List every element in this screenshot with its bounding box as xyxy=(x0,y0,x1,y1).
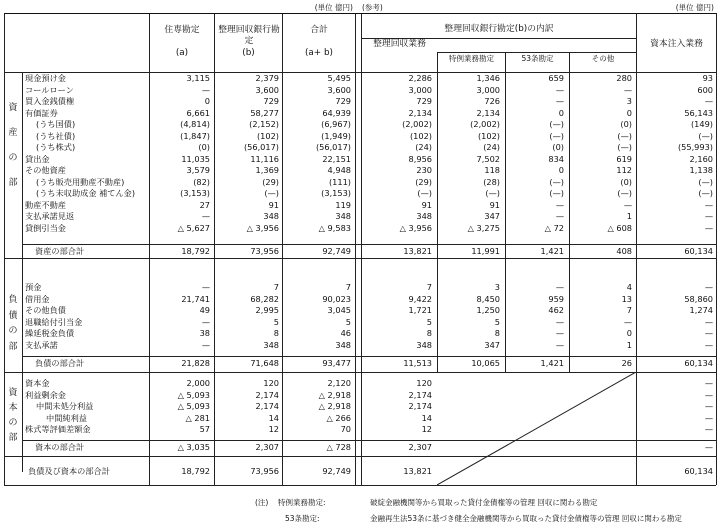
liabilities-cell-cap: 58,860 xyxy=(684,293,713,304)
liabilities-cell-a: 49 xyxy=(199,305,210,315)
assets-cell-tokurei: 726 xyxy=(484,96,500,106)
liabilities-row-label: 支払承諾 xyxy=(25,339,58,350)
side-label-liab-4: 部 xyxy=(8,342,18,352)
assets-cell-other: 619 xyxy=(616,153,632,164)
assets-cell-art53: — xyxy=(555,199,564,210)
not-applicable-diagonal xyxy=(437,372,636,485)
liabilities-cell-other: 7 xyxy=(626,305,632,315)
assets-cell-cap: 1,138 xyxy=(689,165,713,175)
assets-row-label: 買入金銭債権 xyxy=(25,96,75,106)
liabilities-cell-seiri: 8 xyxy=(426,328,432,338)
liabilities-cell-art53: — xyxy=(555,339,564,350)
liabilities-cell-cap: — xyxy=(704,316,713,327)
liabilities-row-label: 退職給付引当金 xyxy=(25,316,83,327)
liabilities-cell-other: — xyxy=(623,316,632,327)
capital-cell-a: 57 xyxy=(199,424,210,434)
assets-cell-art53: (—) xyxy=(549,188,564,198)
side-label-liab-1: 負 xyxy=(8,295,18,305)
liabilities-cell-tokurei: 5 xyxy=(494,316,500,327)
liabilities-cell-total: 7 xyxy=(345,282,351,292)
capital-cell-total: 70 xyxy=(340,424,351,434)
capital_total-cell-seiri: 2,307 xyxy=(408,442,432,452)
assets-cell-b: 58,277 xyxy=(250,107,279,118)
assets-cell-a: 3,579 xyxy=(186,165,210,175)
capital-row-label: 中間純利益 xyxy=(46,412,87,423)
assets-cell-tokurei: 1,346 xyxy=(476,73,500,83)
side-label-assets-4: 部 xyxy=(8,178,18,188)
assets-cell-tokurei: (2,002) xyxy=(470,119,500,129)
assets-cell-a: (1,847) xyxy=(180,130,210,141)
col-other-title: その他 xyxy=(591,54,615,63)
col-total-sub: (a+ b) xyxy=(304,48,333,58)
liabilities-cell-b: 348 xyxy=(263,339,279,350)
assets-cell-tokurei: (28) xyxy=(483,176,500,187)
liabilities-row-label: 借用金 xyxy=(25,293,50,304)
liabilities-cell-a: — xyxy=(201,282,210,292)
capital-cell-cap: — xyxy=(704,401,713,411)
assets-cell-cap: (149) xyxy=(690,119,713,129)
capital-row-label: 株式等評価差額金 xyxy=(25,424,91,434)
assets-row-label: (うち株式) xyxy=(36,142,76,152)
liabilities_total-cell-art53: 1,421 xyxy=(540,358,564,368)
assets-cell-b: 729 xyxy=(263,96,279,106)
liabilities-cell-art53: — xyxy=(555,282,564,292)
capital-cell-seiri: 2,174 xyxy=(408,389,432,400)
grand-total-cell-b: 73,956 xyxy=(250,466,279,476)
assets-cell-seiri: (24) xyxy=(415,142,432,152)
assets-cell-art53: — xyxy=(555,211,564,221)
col-tokurei-title: 特例業務勘定 xyxy=(449,54,494,63)
assets-cell-seiri: (29) xyxy=(415,176,432,187)
assets-cell-a: (4,814) xyxy=(180,119,210,129)
liabilities_total-cell-seiri: 11,513 xyxy=(403,358,432,368)
assets-cell-cap: (—) xyxy=(698,188,713,198)
assets-cell-a: (82) xyxy=(193,176,210,187)
assets-cell-a: — xyxy=(201,84,210,95)
assets-cell-other: (0) xyxy=(620,119,632,129)
side-label-liab-2: 債 xyxy=(8,311,18,321)
liabilities-cell-seiri: 5 xyxy=(426,316,432,327)
assets-cell-tokurei: 2,134 xyxy=(476,107,500,118)
liabilities-cell-cap: — xyxy=(704,339,713,350)
assets-cell-art53: 834 xyxy=(548,153,564,164)
assets-cell-other: 112 xyxy=(616,165,632,175)
assets-cell-other: (0) xyxy=(620,176,632,187)
liabilities-cell-seiri: 1,721 xyxy=(408,305,432,315)
capital-cell-total: △ 266 xyxy=(326,412,351,423)
liabilities-cell-b: 8 xyxy=(273,328,279,338)
assets-cell-total: 22,151 xyxy=(322,153,351,164)
liabilities-cell-a: — xyxy=(201,339,210,350)
assets-cell-a: (0) xyxy=(198,142,210,152)
assets-row-label: (うち未収助成金 補てん金) xyxy=(36,188,136,198)
assets-cell-a: — xyxy=(201,211,210,221)
liabilities-row-label: その他負債 xyxy=(25,305,66,315)
assets-cell-other: 0 xyxy=(626,107,632,118)
assets-cell-total: (56,017) xyxy=(315,142,351,152)
assets-cell-seiri: (2,002) xyxy=(402,119,432,129)
liabilities-cell-art53: 959 xyxy=(548,293,564,304)
assets-cell-cap: — xyxy=(704,222,713,233)
capital-cell-seiri: 2,174 xyxy=(408,401,432,411)
assets-cell-art53: (0) xyxy=(552,142,564,152)
assets-cell-cap: 93 xyxy=(702,73,713,83)
assets-cell-seiri: 8,956 xyxy=(408,153,432,164)
assets-cell-b: (2,152) xyxy=(249,119,279,129)
liabilities-cell-a: 21,741 xyxy=(181,293,210,304)
liabilities-cell-a: 38 xyxy=(199,328,210,338)
liabilities-row-label: 預金 xyxy=(25,282,42,292)
liabilities-cell-b: 2,995 xyxy=(255,305,279,315)
reference-label: (参考) xyxy=(362,3,383,12)
liabilities_total-cell-tokurei: 10,065 xyxy=(471,358,500,368)
liabilities-cell-total: 46 xyxy=(340,328,351,338)
liabilities-cell-other: 0 xyxy=(626,328,632,338)
side-label-assets-2: 産 xyxy=(8,128,18,138)
assets-row-label: (うち販売用動産不動産) xyxy=(36,176,125,187)
liabilities_total-cell-other: 26 xyxy=(621,358,632,368)
liabilities-cell-art53: — xyxy=(555,328,564,338)
assets-cell-other: 1 xyxy=(626,211,632,221)
assets-cell-tokurei: 3,000 xyxy=(476,84,500,95)
assets_total-cell-seiri: 13,821 xyxy=(403,246,432,256)
assets-cell-b: 2,379 xyxy=(255,73,279,83)
capital-cell-seiri: 120 xyxy=(416,378,432,388)
assets-cell-cap: (—) xyxy=(698,130,713,141)
liabilities-cell-total: 348 xyxy=(335,339,351,350)
capital_total-label: 資本の部合計 xyxy=(35,442,85,452)
assets-row-label: 動産不動産 xyxy=(25,199,66,210)
assets-cell-total: △ 9,583 xyxy=(318,222,351,233)
assets-cell-art53: (—) xyxy=(549,119,564,129)
assets-cell-art53: — xyxy=(555,84,564,95)
capital-cell-total: △ 2,918 xyxy=(318,401,351,411)
liabilities-total-top-line xyxy=(22,356,716,357)
liabilities_total-cell-cap: 60,134 xyxy=(684,358,713,368)
assets-cell-tokurei: 118 xyxy=(484,165,500,175)
side-label-assets-3: の xyxy=(8,153,18,163)
note-marker: (注) xyxy=(255,498,269,507)
assets_total-label: 資産の部合計 xyxy=(35,246,85,256)
liabilities-cell-cap: — xyxy=(704,328,713,338)
assets-cell-total: (3,153) xyxy=(321,188,351,198)
liabilities-cell-other: 4 xyxy=(626,282,632,292)
note-1-label: 特例業務勘定: xyxy=(278,498,326,507)
assets-total-bottom-line xyxy=(4,258,716,259)
assets-cell-other: (—) xyxy=(617,130,632,141)
assets-cell-b: 1,369 xyxy=(255,165,279,175)
assets-cell-total: 119 xyxy=(335,199,351,210)
capital-cell-a: 2,000 xyxy=(186,378,210,388)
assets-cell-cap: (—) xyxy=(698,176,713,187)
assets-total-top-line xyxy=(22,244,716,245)
grand-total-cell-seiri: 13,821 xyxy=(403,466,432,476)
grand-total-cell-total: 92,749 xyxy=(322,466,351,476)
assets-cell-b: 348 xyxy=(263,211,279,221)
assets-cell-other: (—) xyxy=(617,142,632,152)
assets-cell-b: 3,600 xyxy=(255,84,279,95)
assets-cell-seiri: (—) xyxy=(417,188,432,198)
assets-row-label: 貸倒引当金 xyxy=(25,222,66,233)
liabilities-cell-total: 90,023 xyxy=(322,293,351,304)
assets_total-cell-a: 18,792 xyxy=(181,246,210,256)
assets-cell-art53: 0 xyxy=(558,165,564,175)
assets-row-label: その他資産 xyxy=(25,165,66,175)
col-b-sub: (b) xyxy=(242,48,255,58)
capital-cell-b: 120 xyxy=(263,378,279,388)
assets_total-cell-cap: 60,134 xyxy=(684,246,713,256)
capital-cell-b: 2,174 xyxy=(255,389,279,400)
grand-total-label: 負債及び資本の部合計 xyxy=(28,466,110,476)
capital-cell-cap: — xyxy=(704,412,713,423)
assets-cell-art53: — xyxy=(555,96,564,106)
col-art53-title: 53条勘定 xyxy=(521,54,554,63)
side-label-cap-4: 部 xyxy=(8,433,18,443)
assets-cell-other: 3 xyxy=(626,96,632,106)
assets-cell-a: 6,661 xyxy=(186,107,210,118)
assets-cell-art53: (—) xyxy=(549,130,564,141)
assets-cell-b: 11,116 xyxy=(250,153,279,164)
col-cap-title: 資本注入業務 xyxy=(650,39,703,49)
assets-cell-total: 729 xyxy=(335,96,351,106)
side-label-cap-3: の xyxy=(8,418,18,428)
liabilities-cell-b: 7 xyxy=(273,282,279,292)
assets-cell-cap: — xyxy=(704,211,713,221)
col-a-title: 住専勘定 xyxy=(164,25,200,35)
side-label-divider xyxy=(22,72,23,472)
side-label-cap-1: 資 xyxy=(8,388,18,398)
liabilities-cell-art53: — xyxy=(555,316,564,327)
assets_total-cell-other: 408 xyxy=(616,246,632,256)
liabilities-cell-art53: 462 xyxy=(548,305,564,315)
capital-row-label: 中間未処分利益 xyxy=(36,401,94,411)
capital_total-cell-b: 2,307 xyxy=(255,442,279,452)
assets-cell-seiri: 3,000 xyxy=(408,84,432,95)
liabilities-cell-b: 68,282 xyxy=(250,293,279,304)
assets-row-label: 現金預け金 xyxy=(25,73,66,83)
assets-cell-cap: 2,160 xyxy=(689,153,713,164)
liabilities-cell-tokurei: 8,450 xyxy=(476,293,500,304)
capital-cell-total: 2,120 xyxy=(327,378,351,388)
assets-cell-seiri: 729 xyxy=(416,96,432,106)
assets-cell-art53: 659 xyxy=(548,73,564,83)
col-a-sub: (a) xyxy=(175,48,189,58)
assets-cell-seiri: 2,134 xyxy=(408,107,432,118)
assets-cell-art53: 0 xyxy=(558,107,564,118)
assets-cell-tokurei: (—) xyxy=(485,188,500,198)
capital-cell-a: △ 281 xyxy=(185,412,210,423)
assets-cell-seiri: 348 xyxy=(416,211,432,221)
liabilities-cell-cap: — xyxy=(704,282,713,292)
assets-cell-a: (3,153) xyxy=(180,188,210,198)
table-bottom-border xyxy=(4,485,716,486)
assets-cell-seiri: 91 xyxy=(421,199,432,210)
table-top-border xyxy=(4,13,716,14)
liabilities-cell-other: 13 xyxy=(621,293,632,304)
assets-cell-total: (111) xyxy=(328,176,351,187)
assets-cell-cap: 600 xyxy=(697,84,713,95)
assets-cell-other: — xyxy=(623,84,632,95)
liabilities-cell-a: — xyxy=(201,316,210,327)
assets-row-label: (うち社債) xyxy=(36,130,76,141)
assets-cell-tokurei: 91 xyxy=(489,199,500,210)
capital-cell-a: △ 5,093 xyxy=(177,389,210,400)
capital-cell-seiri: 14 xyxy=(421,412,432,423)
assets-cell-total: (6,967) xyxy=(321,119,351,129)
assets-cell-tokurei: △ 3,275 xyxy=(467,222,500,233)
assets-cell-b: (—) xyxy=(264,188,279,198)
side-label-assets-1: 資 xyxy=(8,103,18,113)
capital-row-label: 利益剰余金 xyxy=(25,389,66,400)
assets-cell-art53: △ 72 xyxy=(544,222,564,233)
grand-total-cell-a: 18,792 xyxy=(181,466,210,476)
assets-row-label: 貸出金 xyxy=(25,153,50,164)
assets-cell-art53: (—) xyxy=(549,176,564,187)
capital-cell-a: △ 5,093 xyxy=(177,401,210,411)
breakdown-title: 整理回収銀行勘定(b)の内訳 xyxy=(444,24,554,34)
assets-cell-cap: 56,143 xyxy=(684,107,713,118)
capital-cell-total: △ 2,918 xyxy=(318,389,351,400)
assets-cell-total: 348 xyxy=(335,211,351,221)
liabilities-cell-total: 3,045 xyxy=(327,305,351,315)
assets-cell-total: 5,495 xyxy=(327,73,351,83)
capital-cell-b: 12 xyxy=(268,424,279,434)
assets-cell-total: (1,949) xyxy=(321,130,351,141)
assets-cell-a: 11,035 xyxy=(181,153,210,164)
col-b-title: 整理回収銀行勘定 xyxy=(218,25,280,46)
liabilities_total-cell-total: 93,477 xyxy=(322,358,351,368)
liabilities-cell-tokurei: 3 xyxy=(494,282,500,292)
liabilities-cell-tokurei: 8 xyxy=(494,328,500,338)
assets-cell-seiri: 2,286 xyxy=(408,73,432,83)
liabilities_total-cell-b: 71,648 xyxy=(250,358,279,368)
assets-cell-other: △ 608 xyxy=(607,222,632,233)
assets-cell-other: (—) xyxy=(617,188,632,198)
assets_total-cell-total: 92,749 xyxy=(322,246,351,256)
col-seiri-title: 整理回収業務 xyxy=(373,39,426,49)
liabilities-cell-other: 1 xyxy=(626,339,632,350)
assets-cell-b: (102) xyxy=(256,130,279,141)
liabilities-cell-b: 5 xyxy=(273,316,279,327)
assets-row-label: 有価証券 xyxy=(25,107,58,118)
assets-cell-tokurei: 347 xyxy=(484,211,500,221)
table-border-left xyxy=(4,13,5,485)
capital-cell-b: 14 xyxy=(268,412,279,423)
liabilities-cell-cap: 1,274 xyxy=(689,305,713,315)
capital_total-cell-a: △ 3,035 xyxy=(177,442,210,452)
assets-cell-a: 0 xyxy=(204,96,210,106)
assets-row-label: 支払承諾見返 xyxy=(25,211,75,221)
capital-cell-seiri: 12 xyxy=(421,424,432,434)
assets-cell-b: 91 xyxy=(268,199,279,210)
side-label-liab-3: の xyxy=(8,326,18,336)
assets-cell-tokurei: 7,502 xyxy=(476,153,500,164)
assets-cell-cap: (55,993) xyxy=(677,142,713,152)
assets-cell-seiri: (102) xyxy=(409,130,432,141)
capital-cell-b: 2,174 xyxy=(255,401,279,411)
capital-cell-cap: — xyxy=(704,389,713,400)
liabilities-cell-seiri: 348 xyxy=(416,339,432,350)
liabilities_total-cell-a: 21,828 xyxy=(181,358,210,368)
assets-cell-total: 64,939 xyxy=(322,107,351,118)
liabilities-cell-seiri: 7 xyxy=(426,282,432,292)
assets_total-cell-art53: 1,421 xyxy=(540,246,564,256)
assets-cell-cap: — xyxy=(704,96,713,106)
capital_total-cell-total: △ 728 xyxy=(326,442,351,452)
liabilities-cell-tokurei: 1,250 xyxy=(476,305,500,315)
col-total-title: 合計 xyxy=(310,25,328,35)
liabilities-cell-seiri: 9,422 xyxy=(408,293,432,304)
grand-total-cell-cap: 60,134 xyxy=(684,466,713,476)
liabilities-row-label: 繰延税金負債 xyxy=(25,328,75,338)
assets-row-label: コールローン xyxy=(25,84,74,95)
note-2-text: 金融再生法53条に基づき健全金融機関等から買取った貸付金債権等の管理 回収に関わる勘定 xyxy=(370,514,682,523)
units-label-left: (単位 億円) xyxy=(314,3,353,12)
assets-cell-a: 27 xyxy=(199,199,210,210)
assets-row-label: (うち国債) xyxy=(36,119,76,129)
note-2-label: 53条勘定: xyxy=(285,514,320,523)
capital-cell-cap: — xyxy=(704,378,713,388)
assets-cell-a: 3,115 xyxy=(186,73,210,83)
assets-cell-other: — xyxy=(623,199,632,210)
assets-cell-tokurei: (24) xyxy=(483,142,500,152)
assets-cell-total: 3,600 xyxy=(327,84,351,95)
units-label-right: (単位 億円) xyxy=(675,3,714,12)
assets-cell-cap: — xyxy=(704,199,713,210)
assets-cell-a: △ 5,627 xyxy=(177,222,210,233)
assets-cell-seiri: △ 3,956 xyxy=(399,222,432,233)
assets-cell-seiri: 230 xyxy=(416,165,432,175)
assets_total-cell-tokurei: 11,991 xyxy=(471,246,500,256)
assets_total-cell-b: 73,956 xyxy=(250,246,279,256)
assets-cell-b: (29) xyxy=(262,176,279,187)
liabilities-cell-total: 5 xyxy=(345,316,351,327)
capital_total-cell-cap: — xyxy=(704,442,713,452)
col-divider-left-end xyxy=(355,13,356,485)
capital-row-label: 資本金 xyxy=(25,378,50,388)
capital-cell-cap: — xyxy=(704,424,713,434)
assets-cell-b: △ 3,956 xyxy=(246,222,279,233)
liabilities-cell-tokurei: 347 xyxy=(484,339,500,350)
side-label-cap-2: 本 xyxy=(8,403,18,413)
note-1-text: 破綻金融機関等から買取った貸付金債権等の管理 回収に関わる勘定 xyxy=(370,498,598,507)
assets-cell-other: 280 xyxy=(616,73,632,83)
table-border-right xyxy=(716,13,717,485)
assets-cell-total: 4,948 xyxy=(327,165,351,175)
assets-cell-b: (56,017) xyxy=(243,142,279,152)
liabilities_total-label: 負債の部合計 xyxy=(35,358,85,368)
assets-cell-tokurei: (102) xyxy=(477,130,500,141)
